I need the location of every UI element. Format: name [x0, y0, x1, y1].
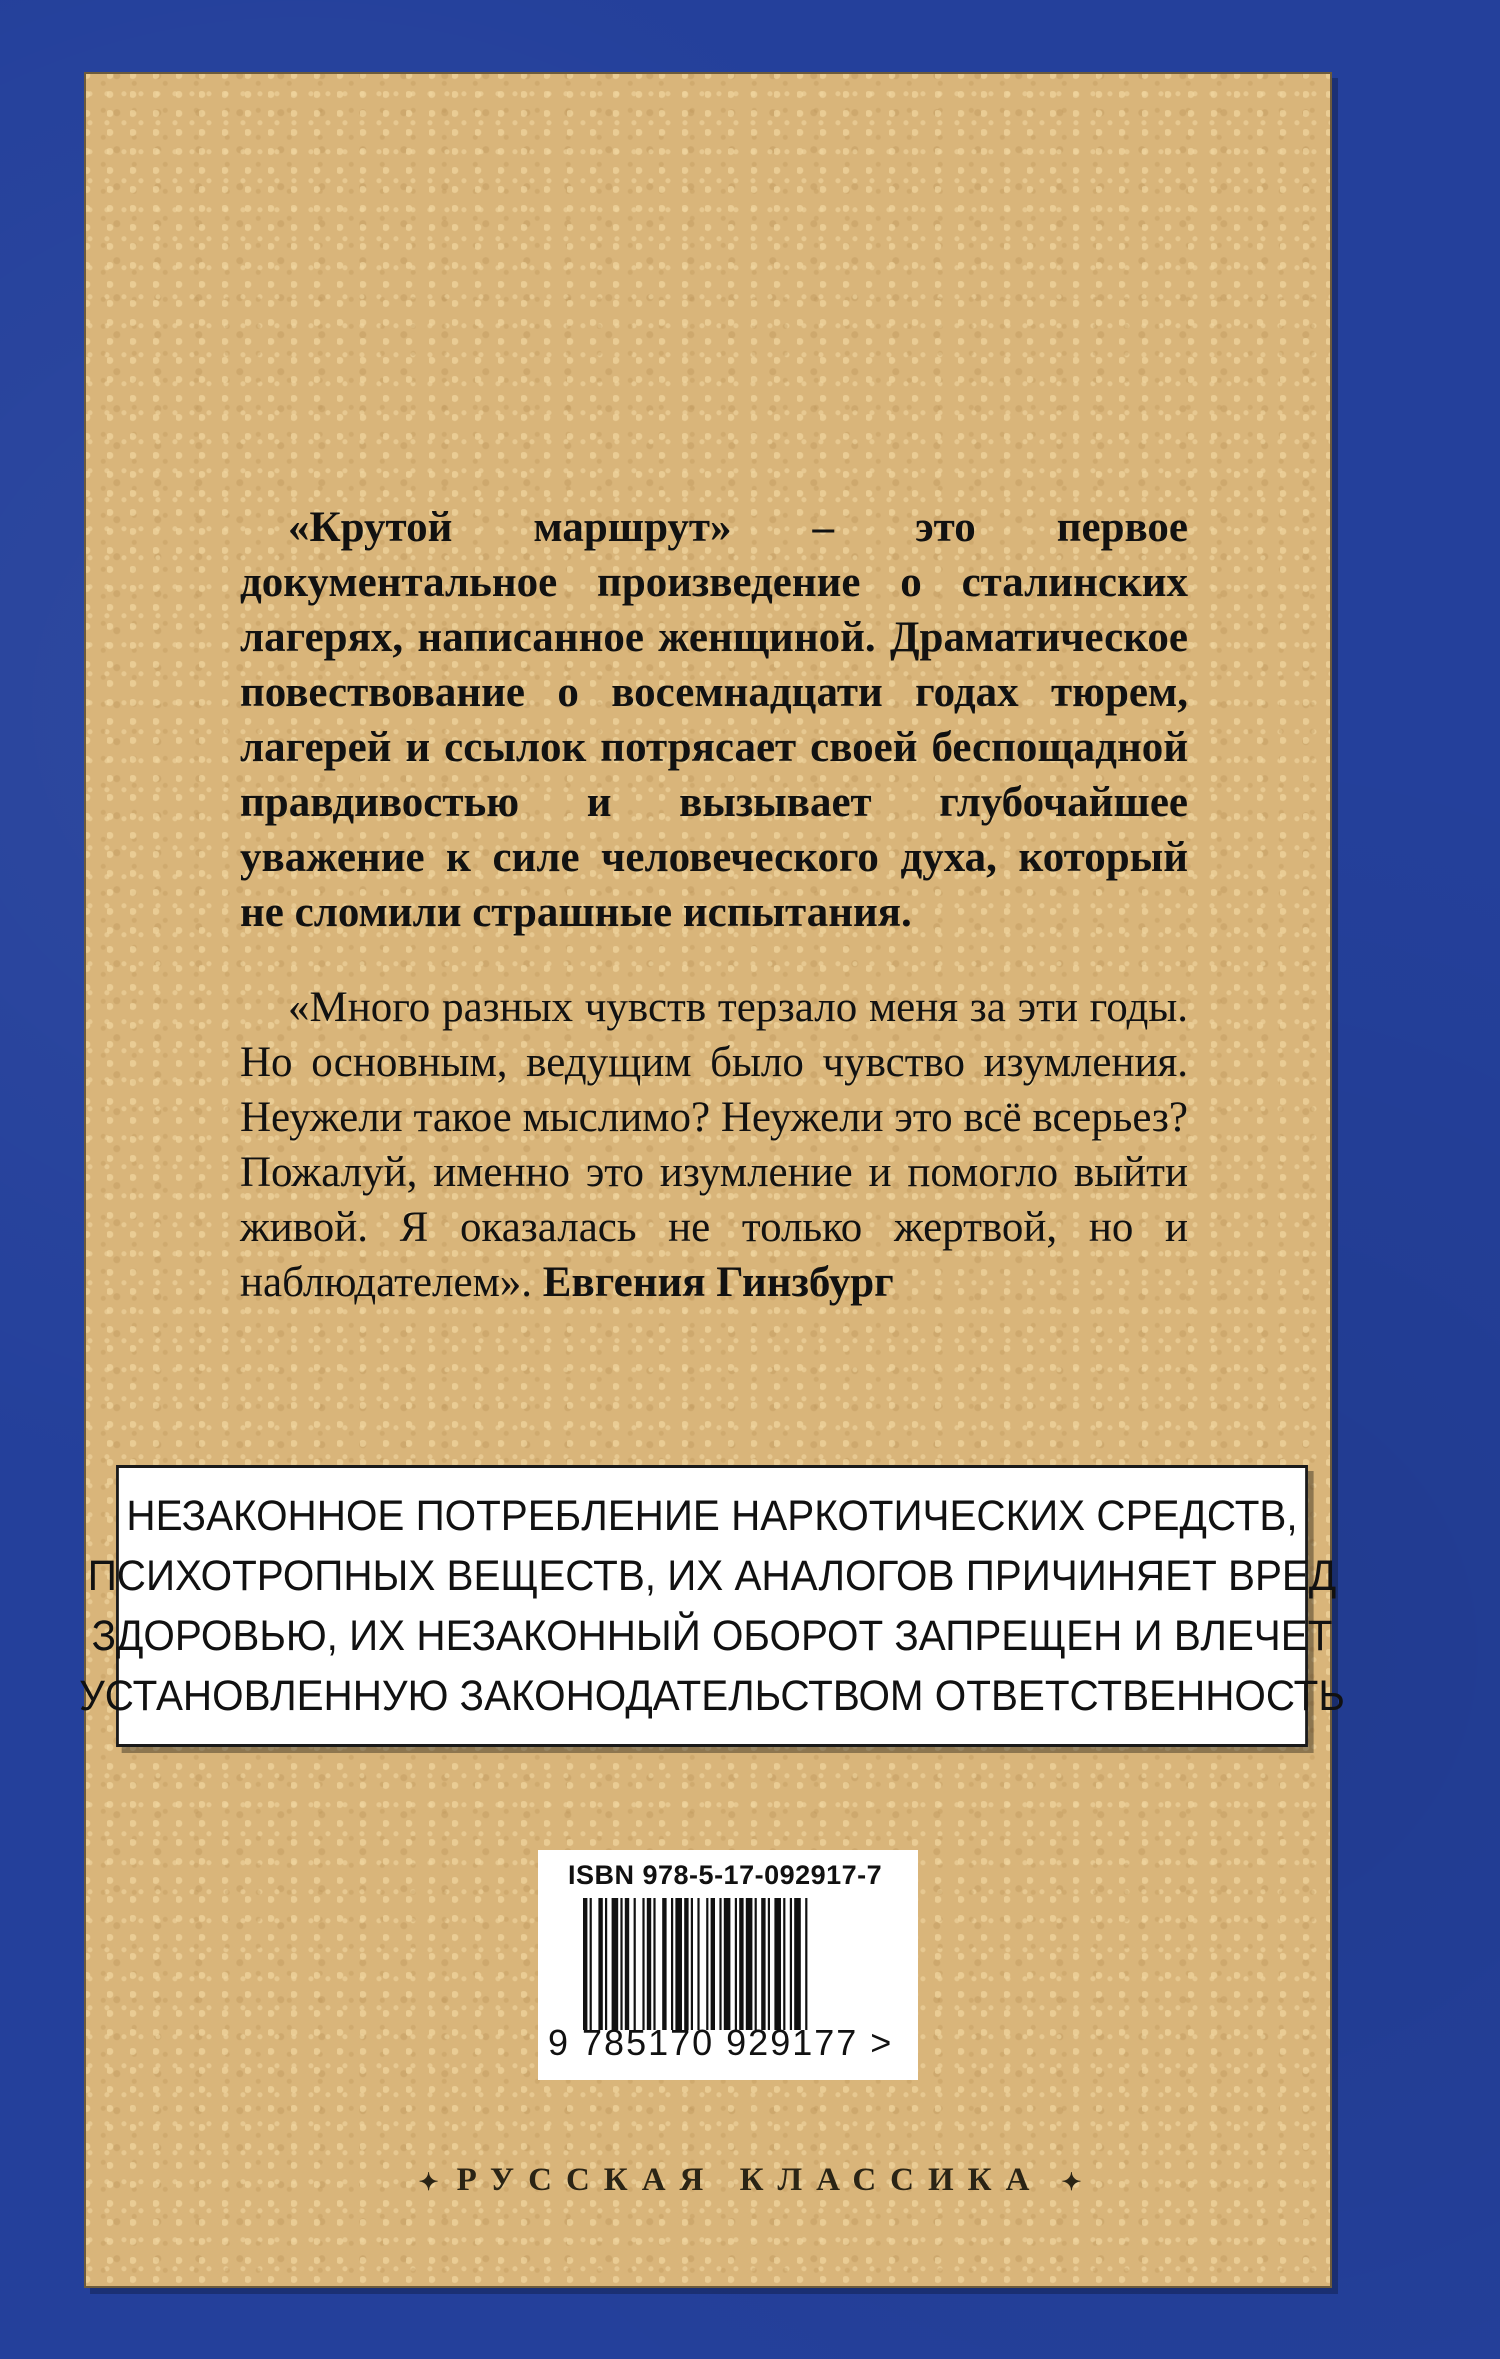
isbn-number: ISBN 978-5-17-092917-7 [568, 1860, 883, 1890]
barcode-bar [706, 1898, 708, 2030]
barcode-bar [691, 1898, 693, 2030]
barcode-bar [761, 1898, 765, 2030]
barcode-bar [755, 1898, 757, 2030]
ornament-right-icon: ✦ [1061, 2169, 1082, 2196]
barcode-bar [697, 1898, 699, 2030]
barcode-bar [625, 1898, 629, 2030]
isbn-barcode [538, 1850, 918, 2080]
barcode-bar [598, 1898, 602, 2030]
barcode-bar [583, 1898, 587, 2030]
barcode-bar [746, 1898, 753, 2030]
barcode-bar [724, 1898, 731, 2030]
barcode-bar [590, 1898, 592, 2030]
ornament-left-icon: ✦ [418, 2169, 439, 2196]
warning-line-1: НЕЗАКОННОЕ ПОТРЕБЛЕНИЕ НАРКОТИЧЕСКИХ СРЕДСТВ, [126, 1492, 1298, 1540]
barcode-bar [768, 1898, 770, 2030]
barcode-bar [790, 1898, 792, 2030]
blurb-text [240, 500, 1188, 1310]
quote-text: «Много разных чувств терзало меня за эти годы. Но основным, ведущим было чувство изумления. Неужели такое мыслимо? Неужели это всё всерьез? Пожалуй, именно это изумление и помогло выйти живой. Я оказалась не только жертвой, но и наблюдателем». [240, 984, 1188, 1306]
barcode-bar [735, 1898, 737, 2030]
quote-author: Евгения Гинзбург [542, 1259, 894, 1306]
barcode-bar [653, 1898, 655, 2030]
barcode-bar [671, 1898, 673, 2030]
barcode-bar [719, 1898, 721, 2030]
barcode-bar [684, 1898, 688, 2030]
barcode-bar [794, 1898, 801, 2030]
barcode-bar [783, 1898, 785, 2030]
barcode-bar [805, 1898, 807, 2030]
warning-line-2: ПСИХОТРОПНЫХ ВЕЩЕСТВ, ИХ АНАЛОГОВ ПРИЧИНЯЕТ ВРЕД [87, 1552, 1337, 1600]
blurb-description: «Крутой маршрут» – это первое документальное произведение о сталинских лагерях, написанное женщиной. Драматическое повествование о восемнадцати годах тюрем, лагерей и ссылок потрясает своей беспощадной правдивостью и вызывает глубочайшее уважение к силе человеческого духа, который не сломили страшные испытания. [240, 504, 1188, 936]
barcode-bar [774, 1898, 781, 2030]
warning-line-4: УСТАНОВЛЕННУЮ ЗАКОНОДАТЕЛЬСТВОМ ОТВЕТСТВЕННОСТЬ [79, 1672, 1345, 1720]
series-title [0, 2162, 1500, 2199]
series-name: РУССКАЯ КЛАССИКА [456, 2162, 1044, 2198]
legal-warning-box [79, 1465, 1345, 1747]
barcode-bar [642, 1898, 644, 2030]
warning-line-3: ЗДОРОВЬЮ, ИХ НЕЗАКОННЫЙ ОБОРОТ ЗАПРЕЩЕН И ВЛЕЧЕТ [91, 1612, 1333, 1660]
barcode-bar [612, 1898, 619, 2030]
barcode-bar [620, 1898, 622, 2030]
barcode-bar [662, 1898, 666, 2030]
barcode-bar [675, 1898, 682, 2030]
barcode-bar [711, 1898, 715, 2030]
barcode-bars [583, 1898, 883, 2030]
ean-digits: 9 785170 929177 > [548, 2022, 894, 2063]
blurb-quote [240, 980, 1188, 1310]
barcode-bar [647, 1898, 651, 2030]
barcode-bar [739, 1898, 743, 2030]
barcode-bar [605, 1898, 607, 2030]
barcode-bar [634, 1898, 636, 2030]
